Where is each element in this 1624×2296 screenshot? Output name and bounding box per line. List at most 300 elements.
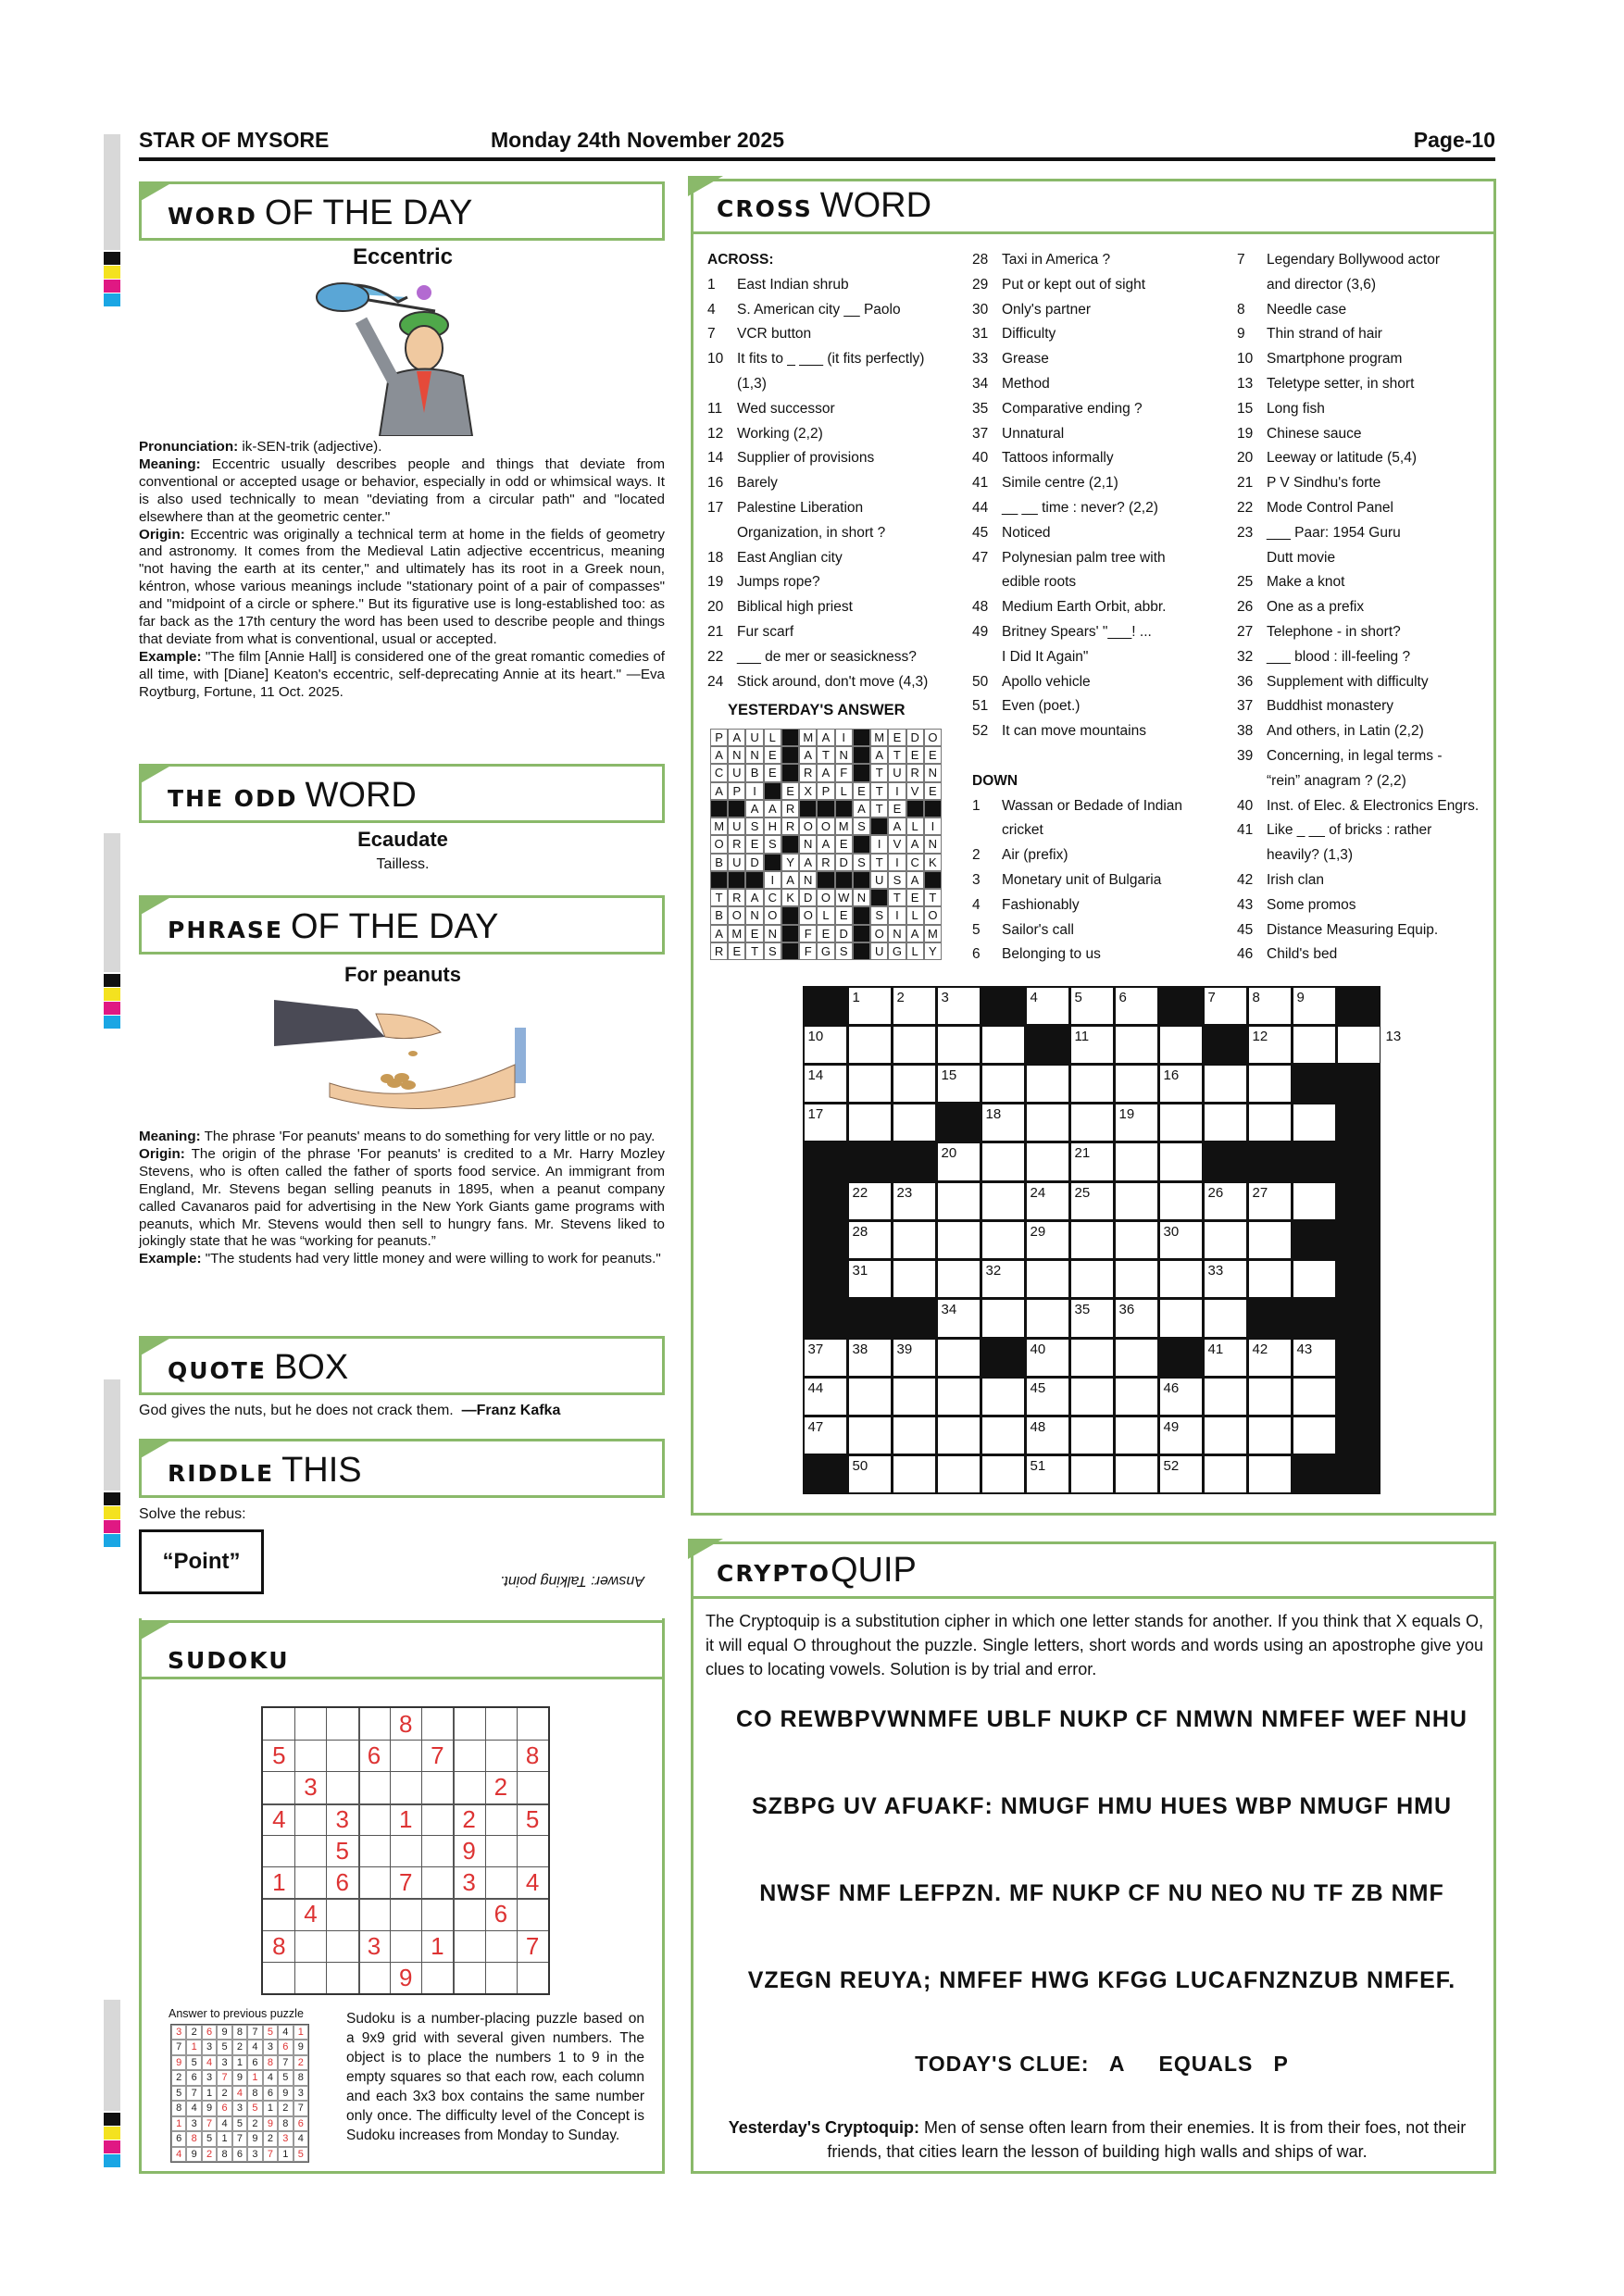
sudoku-cell[interactable] — [263, 1962, 295, 1994]
previous-answer-cell: 4 — [247, 2040, 262, 2054]
clue-number: 29 — [972, 276, 989, 293]
crossword-cell[interactable] — [849, 1027, 891, 1063]
clue-row — [707, 347, 967, 372]
phrase-text — [139, 1129, 665, 1268]
phrase-title: For peanuts — [344, 963, 461, 986]
previous-answer-cell: 2 — [278, 2101, 293, 2115]
crossword-cell[interactable]: 43 — [1293, 1340, 1335, 1376]
margin-color-mark — [104, 1492, 120, 1505]
yesterday-cell: O — [710, 835, 728, 853]
sudoku-cell[interactable]: 9 — [462, 1836, 476, 1865]
sudoku-cell[interactable] — [485, 1962, 518, 1994]
crossword-cell[interactable] — [1205, 1456, 1246, 1492]
previous-answer-cell: 7 — [232, 2131, 247, 2146]
sudoku-cell[interactable] — [517, 1835, 549, 1867]
crossword-cell[interactable] — [893, 1222, 935, 1258]
crossword-cell[interactable]: 4 — [1027, 988, 1068, 1024]
crossword-cell[interactable]: 38 — [849, 1340, 891, 1376]
sudoku-cell[interactable]: 3 — [304, 1773, 318, 1802]
crossword-cell[interactable]: 44 — [805, 1379, 846, 1415]
across-clues-col1 — [707, 248, 967, 694]
sudoku-cell[interactable] — [294, 1930, 327, 1963]
crossword-cell[interactable] — [982, 1379, 1024, 1415]
sudoku-cell[interactable] — [326, 1898, 358, 1930]
crossword-cell[interactable]: 10 — [805, 1027, 846, 1063]
sudoku-cell[interactable] — [263, 1835, 295, 1867]
crossword-cell[interactable]: 23 — [893, 1183, 935, 1219]
crossword-cell[interactable]: 49 — [1160, 1417, 1202, 1454]
crossword-cell[interactable]: 22 — [849, 1183, 891, 1219]
crossword-cell[interactable] — [938, 1261, 980, 1297]
clue-row — [1237, 372, 1492, 397]
sudoku-cell[interactable] — [517, 1962, 549, 1994]
yesterday-cell: O — [924, 729, 942, 746]
sudoku-cell[interactable]: 3 — [367, 1931, 381, 1960]
crossword-cell[interactable] — [1249, 1417, 1291, 1454]
crossword-cell[interactable] — [1249, 1379, 1291, 1415]
crossword-cell[interactable]: 52 — [1160, 1456, 1202, 1492]
crossword-cell[interactable] — [1249, 1222, 1291, 1258]
sudoku-cell[interactable] — [485, 1803, 518, 1836]
word-of-day-banner — [139, 181, 665, 241]
sudoku-cell[interactable] — [358, 1866, 391, 1899]
yesterday-cell: M — [870, 729, 888, 746]
crossword-cell[interactable] — [1116, 1183, 1157, 1219]
crossword-cell[interactable] — [849, 1104, 891, 1141]
clue-row — [707, 322, 967, 347]
sudoku-cell[interactable] — [453, 1962, 485, 1994]
crossword-cell[interactable]: 24 — [1027, 1183, 1068, 1219]
crossword-cell[interactable] — [1160, 1027, 1202, 1063]
crossword-cell[interactable] — [938, 1222, 980, 1258]
crossword-cell[interactable] — [1293, 1379, 1335, 1415]
crossword-cell[interactable] — [938, 1456, 980, 1492]
crossword-cell[interactable] — [1116, 1261, 1157, 1297]
sudoku-cell[interactable]: 8 — [272, 1931, 286, 1960]
sudoku-cell[interactable] — [453, 1708, 485, 1741]
sudoku-cell[interactable] — [390, 1771, 422, 1803]
sudoku-cell[interactable]: 7 — [431, 1741, 444, 1770]
clue-number: 52 — [972, 723, 989, 740]
crossword-cell[interactable] — [1116, 1066, 1157, 1102]
sudoku-cell[interactable] — [453, 1898, 485, 1930]
crossword-cell[interactable] — [893, 1417, 935, 1454]
clue-row — [1237, 794, 1492, 819]
sudoku-cell[interactable] — [358, 1771, 391, 1803]
yesterday-cell: P — [728, 782, 745, 800]
crossword-cell[interactable] — [1116, 1417, 1157, 1454]
crossword-cell[interactable]: 41 — [1205, 1340, 1246, 1376]
banner-big: OF THE DAY — [290, 907, 499, 946]
crossword-grid[interactable] — [803, 986, 1402, 1494]
crossword-cell[interactable] — [1160, 1104, 1202, 1141]
clue-row — [972, 521, 1224, 546]
sudoku-cell[interactable] — [453, 1740, 485, 1772]
crossword-cell[interactable]: 8 — [1249, 988, 1291, 1024]
crossword-cell[interactable] — [1160, 1261, 1202, 1297]
crossword-cell[interactable] — [1116, 1340, 1157, 1376]
sudoku-cell[interactable] — [326, 1708, 358, 1741]
clue-number: 42 — [1237, 871, 1254, 888]
sudoku-cell[interactable] — [390, 1740, 422, 1772]
crossword-cell[interactable]: 5 — [1071, 988, 1113, 1024]
sudoku-cell[interactable]: 8 — [525, 1741, 540, 1770]
crossword-cell[interactable] — [1071, 1379, 1113, 1415]
sudoku-cell[interactable] — [326, 1771, 358, 1803]
clue-number: 17 — [707, 499, 724, 516]
clue-row — [972, 322, 1224, 347]
sudoku-cell[interactable] — [326, 1930, 358, 1963]
yesterday-cell: E — [853, 782, 870, 800]
clue-text: edible roots — [1002, 574, 1077, 591]
sudoku-cell[interactable] — [421, 1962, 454, 1994]
crossword-cell[interactable]: 37 — [805, 1340, 846, 1376]
sudoku-cell[interactable] — [485, 1835, 518, 1867]
crossword-cell[interactable]: 3 — [938, 988, 980, 1024]
sudoku-cell[interactable] — [421, 1771, 454, 1803]
margin-color-mark — [104, 252, 120, 265]
crossword-cell[interactable]: 36 — [1116, 1300, 1157, 1336]
yesterday-cell: L — [906, 942, 924, 960]
crossword-cell[interactable] — [1116, 1456, 1157, 1492]
crossword-cell[interactable] — [1205, 1066, 1246, 1102]
yesterday-cell: S — [853, 854, 870, 871]
crossword-cell[interactable] — [849, 1379, 891, 1415]
crossword-cell[interactable]: 17 — [805, 1104, 846, 1141]
sudoku-cell[interactable] — [294, 1803, 327, 1836]
clue-number: 4 — [707, 301, 716, 318]
sudoku-cell[interactable] — [485, 1930, 518, 1963]
yesterday-cell: N — [853, 889, 870, 906]
crossword-cell[interactable] — [1116, 1143, 1157, 1179]
sudoku-cell[interactable] — [453, 1771, 485, 1803]
crossword-cell[interactable] — [1160, 1183, 1202, 1219]
sudoku-cell[interactable]: 3 — [462, 1868, 476, 1897]
clues-col2 — [972, 248, 1224, 967]
crossword-cell[interactable]: 40 — [1027, 1340, 1068, 1376]
crossword-cell[interactable]: 13 — [1382, 1027, 1424, 1063]
crossword-cell[interactable]: 25 — [1071, 1183, 1113, 1219]
sudoku-cell[interactable] — [485, 1708, 518, 1741]
crossword-cell[interactable] — [1116, 1222, 1157, 1258]
sudoku-cell[interactable]: 1 — [431, 1931, 444, 1960]
clue-number: 46 — [1237, 946, 1254, 963]
crossword-cell[interactable] — [1071, 1456, 1113, 1492]
clue-number — [1237, 769, 1267, 794]
sudoku-cell[interactable] — [294, 1835, 327, 1867]
sudoku-cell[interactable] — [517, 1708, 549, 1741]
clue-row — [707, 546, 967, 571]
clue-number: 50 — [972, 673, 989, 690]
sudoku-cell[interactable] — [263, 1771, 295, 1803]
crossword-cell[interactable] — [1071, 1417, 1113, 1454]
crossword-cell[interactable] — [1293, 1027, 1335, 1063]
sudoku-cell[interactable] — [263, 1708, 295, 1741]
crossword-cell[interactable] — [1293, 1417, 1335, 1454]
sudoku-cell[interactable] — [358, 1803, 391, 1836]
crossword-cell[interactable] — [1205, 1104, 1246, 1141]
sudoku-cell[interactable]: 8 — [398, 1710, 413, 1738]
crossword-cell[interactable] — [1205, 1300, 1246, 1336]
sudoku-cell[interactable] — [358, 1898, 391, 1930]
crossword-cell[interactable] — [1116, 1027, 1157, 1063]
crossword-cell[interactable] — [893, 1027, 935, 1063]
crossword-cell[interactable] — [1027, 1066, 1068, 1102]
crossword-cell[interactable] — [849, 1417, 891, 1454]
margin-color-mark — [104, 1520, 120, 1533]
crossword-cell[interactable]: 1 — [849, 988, 891, 1024]
sudoku-cell[interactable]: 5 — [272, 1741, 286, 1770]
crossword-cell[interactable] — [1071, 1222, 1113, 1258]
crossword-cell[interactable]: 11 — [1071, 1027, 1113, 1063]
yesterday-cell: I — [888, 854, 906, 871]
margin-color-mark — [104, 1002, 120, 1015]
odd-word-banner — [139, 764, 665, 823]
crossword-cell[interactable]: 33 — [1205, 1261, 1246, 1297]
crossword-cell[interactable]: 15 — [938, 1066, 980, 1102]
sudoku-cell[interactable] — [263, 1898, 295, 1930]
crossword-cell[interactable]: 9 — [1293, 988, 1335, 1024]
crossword-cell[interactable] — [938, 1417, 980, 1454]
sudoku-cell[interactable] — [358, 1962, 391, 1994]
crossword-cell[interactable]: 20 — [938, 1143, 980, 1179]
crossword-cell[interactable] — [938, 1027, 980, 1063]
yesterday-cell: A — [745, 889, 763, 906]
sudoku-cell[interactable]: 6 — [493, 1900, 508, 1928]
crossword-cell[interactable] — [1027, 1261, 1068, 1297]
crossword-cell[interactable]: 29 — [1027, 1222, 1068, 1258]
issue-date: Monday 24th November 2025 — [491, 128, 785, 152]
crossword-cell[interactable]: 19 — [1116, 1104, 1157, 1141]
clue-row — [972, 620, 1224, 645]
crossword-cell[interactable] — [1249, 1261, 1291, 1297]
sudoku-cell[interactable] — [326, 1740, 358, 1772]
crossword-cell[interactable] — [982, 1222, 1024, 1258]
clue-number: 6 — [972, 946, 981, 963]
sudoku-cell[interactable]: 6 — [335, 1868, 349, 1897]
crossword-cell[interactable] — [1293, 1261, 1335, 1297]
crossword-cell[interactable] — [893, 1066, 935, 1102]
sudoku-cell[interactable] — [390, 1835, 422, 1867]
example-label: Example: — [139, 648, 202, 665]
crossword-cell[interactable]: 42 — [1249, 1340, 1291, 1376]
crossword-cell[interactable]: 16 — [1160, 1066, 1202, 1102]
sudoku-cell[interactable] — [453, 1930, 485, 1963]
crossword-cell[interactable]: 12 — [1249, 1027, 1291, 1063]
crossword-cell[interactable] — [1071, 1104, 1113, 1141]
previous-answer-cell: 1 — [263, 2101, 278, 2115]
crossword-cell[interactable]: 47 — [805, 1417, 846, 1454]
sudoku-cell[interactable] — [294, 1866, 327, 1899]
crossword-cell[interactable] — [982, 1417, 1024, 1454]
sudoku-cell[interactable] — [485, 1740, 518, 1772]
clue-number: 20 — [707, 599, 724, 616]
sudoku-cell[interactable]: 2 — [462, 1804, 476, 1833]
odd-word-meaning: Tailless. — [376, 856, 430, 872]
crossword-cell[interactable] — [893, 1456, 935, 1492]
yesterday-cell: R — [906, 764, 924, 781]
clue-text: Even (poet.) — [1002, 698, 1081, 715]
margin-color-mark — [104, 280, 120, 293]
sudoku-cell[interactable] — [421, 1866, 454, 1899]
crossword-cell[interactable]: 6 — [1116, 988, 1157, 1024]
yesterday-cell: B — [710, 854, 728, 871]
sudoku-cell[interactable]: 3 — [335, 1804, 349, 1833]
yesterday-cell: A — [817, 835, 834, 853]
sudoku-cell[interactable]: 7 — [398, 1868, 413, 1897]
clue-text: Simile centre (2,1) — [1002, 475, 1118, 492]
crossword-cell[interactable] — [1293, 1183, 1335, 1219]
crossword-cell[interactable]: 46 — [1160, 1379, 1202, 1415]
sudoku-cell[interactable]: 4 — [272, 1804, 286, 1833]
clue-row — [972, 744, 1224, 769]
sudoku-cell[interactable] — [294, 1708, 327, 1741]
crossword-cell[interactable] — [982, 1300, 1024, 1336]
meaning-text: Eccentric usually describes people and things that deviate from conventional or accepted usage or behavior, especially in odd or whimsical ways. It is also used technically to mean "deviating from a circular path" and "located elsewhere than at the geometric center." — [139, 455, 665, 525]
sudoku-cell[interactable]: 6 — [367, 1741, 381, 1770]
previous-answer-cell: 8 — [278, 2116, 293, 2131]
sudoku-cell[interactable] — [390, 1930, 422, 1963]
sudoku-cell[interactable]: 7 — [525, 1931, 540, 1960]
crossword-cell[interactable]: 7 — [1205, 988, 1246, 1024]
sudoku-cell[interactable]: 5 — [335, 1836, 349, 1865]
crossword-cell[interactable] — [893, 1261, 935, 1297]
previous-answer-cell: 2 — [171, 2070, 186, 2085]
crossword-cell[interactable]: 45 — [1027, 1379, 1068, 1415]
crossword-cell[interactable]: 35 — [1071, 1300, 1113, 1336]
clue-number: 37 — [1237, 698, 1254, 715]
clue-row — [972, 546, 1224, 571]
crossword-cell[interactable] — [1027, 1300, 1068, 1336]
crossword-cell[interactable]: 28 — [849, 1222, 891, 1258]
crossword-cell[interactable] — [1027, 1143, 1068, 1179]
clue-text: Unnatural — [1002, 425, 1065, 442]
sudoku-cell[interactable]: 1 — [272, 1868, 286, 1897]
crossword-cell[interactable]: 27 — [1249, 1183, 1291, 1219]
crossword-cell[interactable] — [938, 1183, 980, 1219]
sudoku-cell[interactable]: 9 — [398, 1963, 413, 1991]
crossword-cell[interactable] — [1249, 1066, 1291, 1102]
sudoku-cell[interactable] — [421, 1898, 454, 1930]
sudoku-cell[interactable]: 4 — [525, 1868, 540, 1897]
clue-row — [972, 298, 1224, 323]
clue-text: “rein” anagram ? (2,2) — [1267, 772, 1406, 789]
margin-gray-bar — [104, 833, 120, 972]
crossword-cell[interactable] — [1116, 1379, 1157, 1415]
crossword-cell[interactable]: 32 — [982, 1261, 1024, 1297]
crossword-cell[interactable]: 2 — [893, 988, 935, 1024]
clue-text: Britney Spears' "___! ... — [1002, 623, 1152, 640]
previous-answer-cell: 7 — [278, 2055, 293, 2070]
sudoku-cell[interactable]: 2 — [493, 1773, 508, 1802]
crossword-cell[interactable]: 48 — [1027, 1417, 1068, 1454]
crossword-cell[interactable]: 30 — [1160, 1222, 1202, 1258]
sudoku-cell[interactable] — [326, 1962, 358, 1994]
clue-number — [707, 521, 737, 546]
crossword-cell[interactable] — [1160, 1300, 1202, 1336]
crossword-cell[interactable] — [982, 1143, 1024, 1179]
crossword-cell[interactable]: 18 — [982, 1104, 1024, 1141]
crossword-cell[interactable]: 34 — [938, 1300, 980, 1336]
sudoku-cell[interactable] — [390, 1898, 422, 1930]
crossword-cell[interactable]: 39 — [893, 1340, 935, 1376]
sudoku-cell[interactable] — [294, 1962, 327, 1994]
crossword-cell[interactable] — [1293, 1104, 1335, 1141]
yesterday-cell: E — [906, 889, 924, 906]
crossword-cell[interactable]: 14 — [805, 1066, 846, 1102]
crossword-cell[interactable]: 50 — [849, 1456, 891, 1492]
crossword-cell[interactable] — [1205, 1417, 1246, 1454]
sudoku-cell[interactable] — [421, 1708, 454, 1741]
clue-text: Sailor's call — [1002, 921, 1074, 938]
crossword-cell[interactable] — [893, 1104, 935, 1141]
sudoku-cell[interactable] — [485, 1866, 518, 1899]
prev-puzzle-label: Answer to previous puzzle — [169, 2007, 304, 2020]
crossword-cell[interactable] — [982, 1456, 1024, 1492]
crossword-cell[interactable] — [938, 1379, 980, 1415]
crossword-cell[interactable] — [1027, 1104, 1068, 1141]
clue-row — [1237, 620, 1492, 645]
crossword-cell[interactable] — [1160, 1143, 1202, 1179]
crossword-cell[interactable] — [893, 1379, 935, 1415]
crossword-cell[interactable] — [1249, 1456, 1291, 1492]
sudoku-cell[interactable] — [421, 1803, 454, 1836]
previous-answer-cell: 3 — [202, 2040, 217, 2054]
crossword-cell[interactable]: 21 — [1071, 1143, 1113, 1179]
crossword-cell[interactable] — [982, 1027, 1024, 1063]
crossword-cell[interactable] — [1205, 1222, 1246, 1258]
crossword-cell[interactable] — [982, 1066, 1024, 1102]
sudoku-cell[interactable] — [517, 1898, 549, 1930]
margin-color-mark — [104, 974, 120, 987]
cipher-line-1: CO REWBPVWNMFE UBLF NUKP CF NMWN NMFEF WEF NHU — [736, 1706, 1468, 1732]
sudoku-cell[interactable] — [421, 1835, 454, 1867]
crossword-cell[interactable]: 31 — [849, 1261, 891, 1297]
clue-text: Taxi in America ? — [1002, 252, 1111, 268]
sudoku-cell[interactable] — [358, 1708, 391, 1741]
yesterday-cell: T — [888, 889, 906, 906]
crossword-cell[interactable] — [938, 1340, 980, 1376]
crossword-cell[interactable] — [1071, 1340, 1113, 1376]
crossword-cell[interactable]: 51 — [1027, 1456, 1068, 1492]
sudoku-cell[interactable]: 1 — [398, 1804, 413, 1833]
clue-text: S. American city __ Paolo — [737, 301, 901, 318]
crossword-cell[interactable] — [1249, 1104, 1291, 1141]
crossword-cell[interactable] — [1205, 1379, 1246, 1415]
clue-number: 35 — [972, 400, 989, 417]
previous-answer-cell: 3 — [171, 2025, 186, 2040]
clue-text: East Anglian city — [737, 549, 843, 566]
sudoku-cell[interactable] — [517, 1771, 549, 1803]
previous-answer-cell: 3 — [186, 2116, 201, 2131]
clue-number: 26 — [1237, 599, 1254, 616]
sudoku-cell[interactable] — [358, 1835, 391, 1867]
crossword-cell[interactable]: 26 — [1205, 1183, 1246, 1219]
crossword-cell[interactable] — [982, 1183, 1024, 1219]
sudoku-cell[interactable]: 5 — [525, 1804, 540, 1833]
previous-answer-cell: 6 — [294, 2116, 308, 2131]
sudoku-cell[interactable]: 4 — [304, 1900, 318, 1928]
sudoku-cell[interactable] — [294, 1740, 327, 1772]
crossword-cell[interactable] — [1071, 1261, 1113, 1297]
crossword-cell[interactable] — [1071, 1066, 1113, 1102]
yesterday-cell: I — [888, 782, 906, 800]
clue-text: Medium Earth Orbit, abbr. — [1002, 599, 1167, 616]
crossword-cell[interactable] — [849, 1066, 891, 1102]
crossword-cell[interactable] — [1338, 1027, 1380, 1063]
sudoku-grid[interactable] — [261, 1706, 550, 1995]
clue-number: 1 — [972, 797, 981, 814]
